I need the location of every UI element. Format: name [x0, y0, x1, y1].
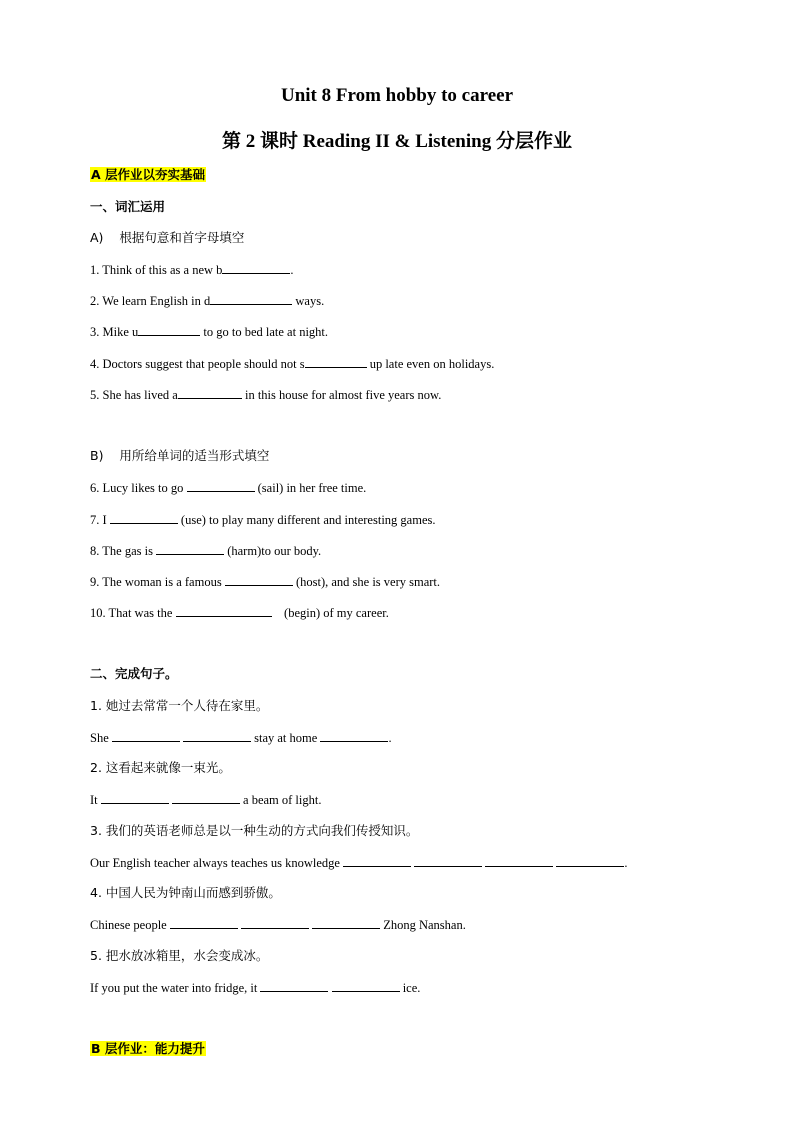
list-item: 5. She has lived a in this house for almost five years now. — [90, 385, 441, 404]
answer-blank[interactable] — [101, 790, 169, 804]
list-item: 7. I (use) to play many different and interesting games. — [90, 510, 435, 529]
answer-blank[interactable] — [170, 915, 238, 929]
answer-blank[interactable] — [320, 728, 388, 742]
list-item: 1. Think of this as a new b . — [90, 260, 294, 279]
list-item: 3. Mike u to go to bed late at night. — [90, 322, 328, 341]
list-item: It a beam of light. — [90, 790, 321, 809]
list-item: 9. The woman is a famous (host), and she is very smart. — [90, 572, 440, 591]
page-subtitle: 第 2 课时 Reading II & Listening 分层作业 — [222, 131, 572, 152]
answer-blank[interactable] — [343, 853, 411, 867]
answer-blank[interactable] — [138, 322, 200, 336]
answer-blank[interactable] — [485, 853, 553, 867]
answer-blank[interactable] — [312, 915, 380, 929]
answer-blank[interactable] — [556, 853, 624, 867]
answer-blank[interactable] — [187, 478, 255, 492]
answer-blank[interactable] — [414, 853, 482, 867]
answer-blank[interactable] — [172, 790, 240, 804]
list-item-prompt: 1. 她过去常常一个人待在家里。 — [90, 698, 269, 713]
list-item: If you put the water into fridge, it ice. — [90, 978, 420, 997]
list-item: Our English teacher always teaches us knowledge . — [90, 853, 628, 872]
answer-blank[interactable] — [241, 915, 309, 929]
list-item-prompt: 2. 这看起来就像一束光。 — [90, 760, 231, 775]
list-item: 6. Lucy likes to go (sail) in her free time. — [90, 478, 366, 497]
list-item: 2. We learn English in d ways. — [90, 291, 324, 310]
list-item: Chinese people Zhong Nanshan. — [90, 915, 466, 934]
part1-sub-a: A) 根据句意和首字母填空 — [90, 230, 245, 245]
answer-blank[interactable] — [225, 572, 293, 586]
part2-heading: 二、完成句子。 — [90, 666, 178, 681]
list-item-prompt: 4. 中国人民为钟南山而感到骄傲。 — [90, 885, 281, 900]
answer-blank[interactable] — [178, 385, 242, 399]
list-item-prompt: 3. 我们的英语老师总是以一种生动的方式向我们传授知识。 — [90, 823, 419, 838]
list-item: 10. That was the (begin) of my career. — [90, 603, 389, 622]
answer-blank[interactable] — [183, 728, 251, 742]
part1-heading: 一、词汇运用 — [90, 199, 166, 214]
answer-blank[interactable] — [112, 728, 180, 742]
answer-blank[interactable] — [156, 541, 224, 555]
answer-blank[interactable] — [260, 978, 328, 992]
list-item: 8. The gas is (harm)to our body. — [90, 541, 321, 560]
list-item: 4. Doctors suggest that people should not s up late even on holidays. — [90, 354, 494, 373]
page-title: Unit 8 From hobby to career — [280, 85, 514, 106]
part1-sub-b: B) 用所给单词的适当形式填空 — [90, 448, 270, 463]
answer-blank[interactable] — [210, 291, 292, 305]
answer-blank[interactable] — [222, 260, 290, 274]
answer-blank[interactable] — [176, 603, 272, 617]
answer-blank[interactable] — [332, 978, 400, 992]
answer-blank[interactable] — [110, 510, 178, 524]
list-item-prompt: 5. 把水放冰箱里，水会变成冰。 — [90, 948, 269, 963]
list-item: She stay at home . — [90, 728, 392, 747]
section-b-label: B 层作业：能力提升 — [91, 1041, 205, 1056]
section-a-label: A 层作业以夯实基础 — [91, 167, 206, 182]
answer-blank[interactable] — [305, 354, 367, 368]
